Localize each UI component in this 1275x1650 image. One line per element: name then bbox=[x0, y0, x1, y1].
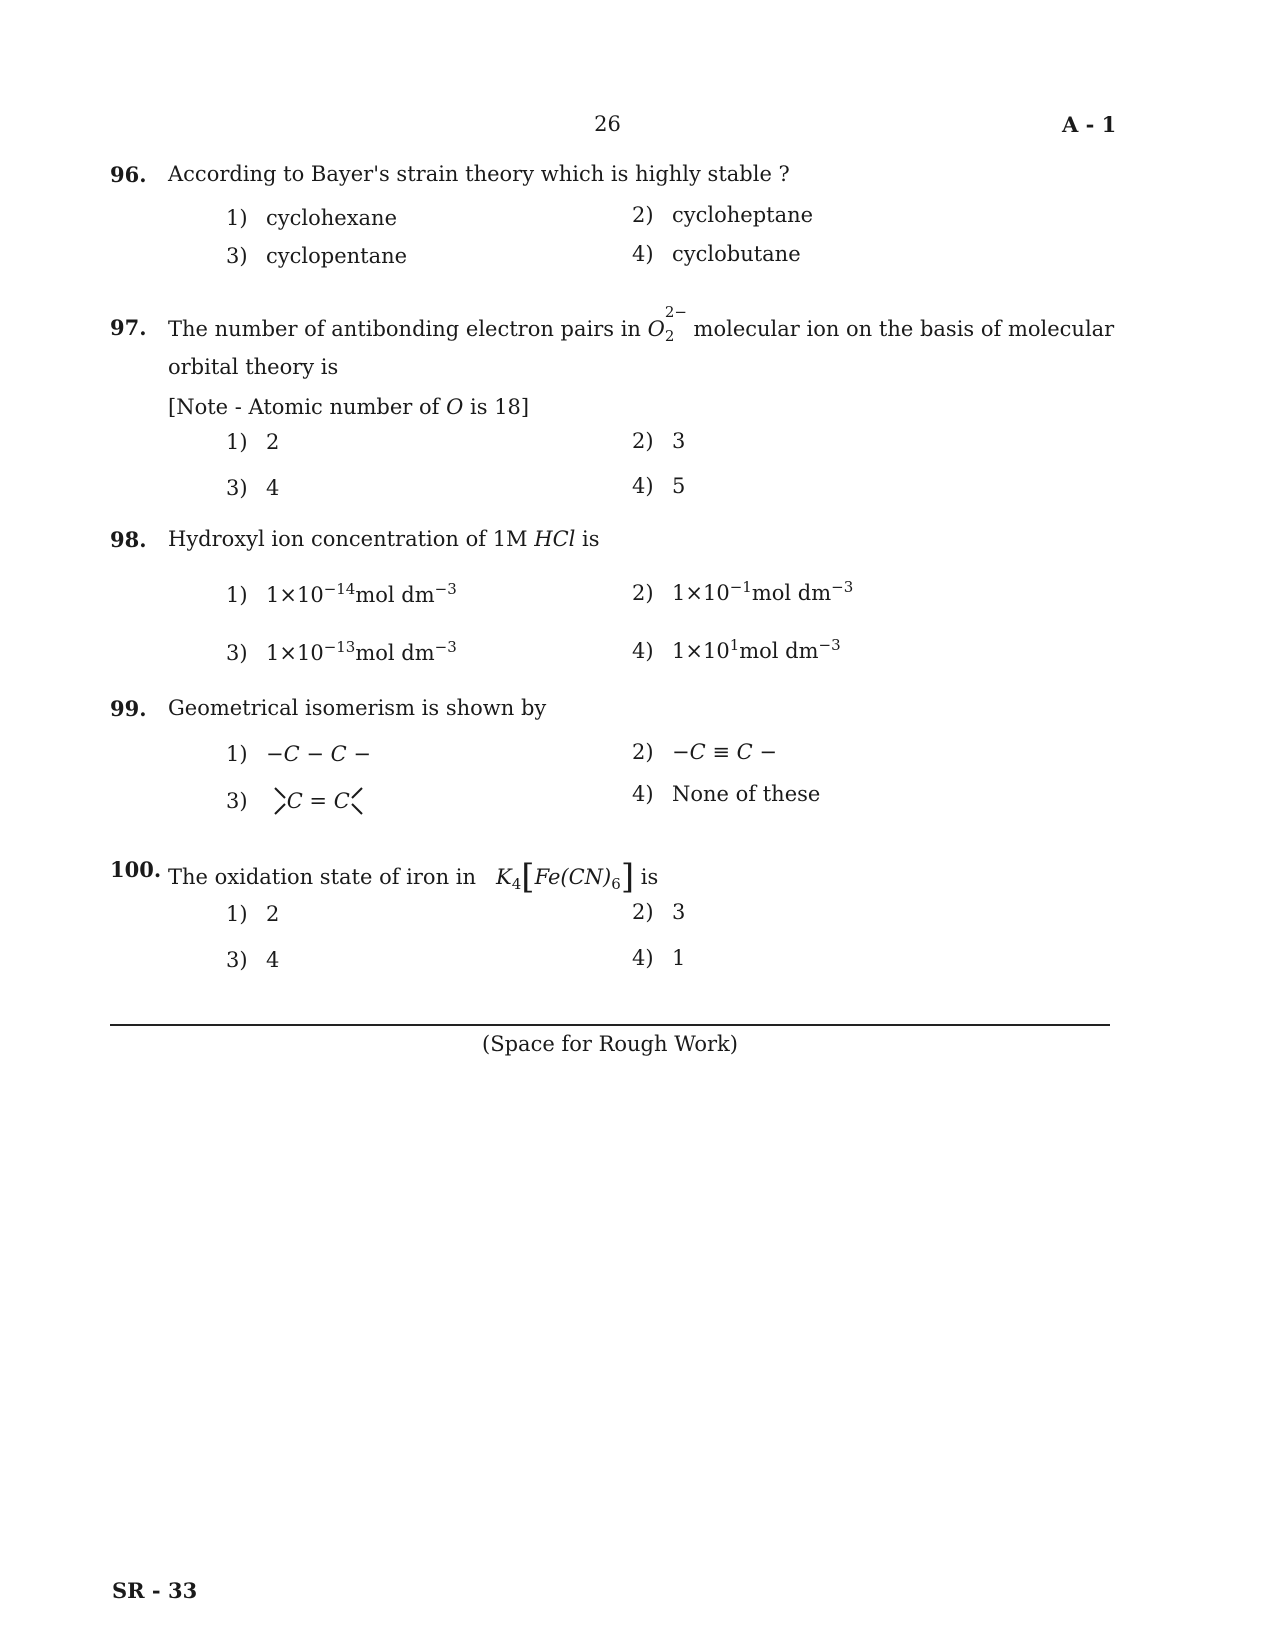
question-96-option-1[interactable]: 1) cyclohexane bbox=[226, 206, 398, 230]
paper-code: A - 1 bbox=[1062, 112, 1117, 137]
question-97-note: [Note - Atomic number of O is 18] bbox=[168, 395, 530, 419]
question-98-option-3[interactable]: 3) $1\times 10^{-13}mol$ $dm^{-3}$ bbox=[226, 638, 457, 665]
bond-left-icon bbox=[273, 784, 287, 818]
question-99-option-1[interactable]: 1) −C − C − bbox=[226, 742, 371, 766]
question-98-number: 98. bbox=[110, 527, 147, 552]
question-100-option-3[interactable]: 3) 4 bbox=[226, 948, 280, 972]
question-99-option-3[interactable]: 3) C = C bbox=[226, 784, 364, 818]
question-97-number: 97. bbox=[110, 315, 147, 340]
question-97-option-3[interactable]: 3) 4 bbox=[226, 476, 280, 500]
question-100-option-1[interactable]: 1) 2 bbox=[226, 902, 280, 926]
question-100-option-4[interactable]: 4) 1 bbox=[632, 946, 686, 970]
question-100-number: 100. bbox=[110, 857, 162, 882]
question-98-option-2[interactable]: 2) $1\times 10^{-1}mol$ $dm^{-3}$ bbox=[632, 578, 854, 605]
page-number: 26 bbox=[594, 112, 621, 136]
question-96-text: According to Bayer's strain theory which is highly stable ? bbox=[168, 162, 790, 186]
question-98-option-4[interactable]: 4) $1\times 10^1mol$ $dm^{-3}$ bbox=[632, 636, 841, 663]
question-99-option-4[interactable]: 4) None of these bbox=[632, 782, 821, 806]
question-99-number: 99. bbox=[110, 696, 147, 721]
question-99-option-2[interactable]: 2) −C ≡ C − bbox=[632, 740, 777, 764]
ion-symbol: O bbox=[647, 317, 665, 341]
question-96-option-4[interactable]: 4) cyclobutane bbox=[632, 242, 801, 266]
question-97-option-2[interactable]: 2) 3 bbox=[632, 429, 686, 453]
question-97-text: The number of antibonding electron pairs in O 2− 2 molecular ion on the basis of molecular bbox=[168, 303, 1115, 345]
bond-right-icon bbox=[350, 784, 364, 818]
question-96-option-3[interactable]: 3) cyclopentane bbox=[226, 244, 408, 268]
divider-line bbox=[110, 1024, 1110, 1026]
question-96-number: 96. bbox=[110, 162, 147, 187]
question-100-option-2[interactable]: 2) 3 bbox=[632, 900, 686, 924]
footer-code: SR - 33 bbox=[112, 1578, 198, 1603]
rough-work-label: (Space for Rough Work) bbox=[482, 1032, 738, 1056]
question-97-option-1[interactable]: 1) 2 bbox=[226, 430, 280, 454]
question-97-text-line-2: orbital theory is bbox=[168, 355, 339, 379]
question-99-text: Geometrical isomerism is shown by bbox=[168, 696, 547, 720]
question-97-option-4[interactable]: 4) 5 bbox=[632, 474, 686, 498]
question-98-text: Hydroxyl ion concentration of 1M HCl is bbox=[168, 527, 600, 551]
question-96-option-2[interactable]: 2) cycloheptane bbox=[632, 203, 814, 227]
question-98-option-1[interactable]: 1) $1\times 10^{-14}mol$ $dm^{-3}$ bbox=[226, 580, 457, 607]
question-100-text: The oxidation state of iron in $K_4[Fe(CN)_6]$ is bbox=[168, 857, 659, 897]
